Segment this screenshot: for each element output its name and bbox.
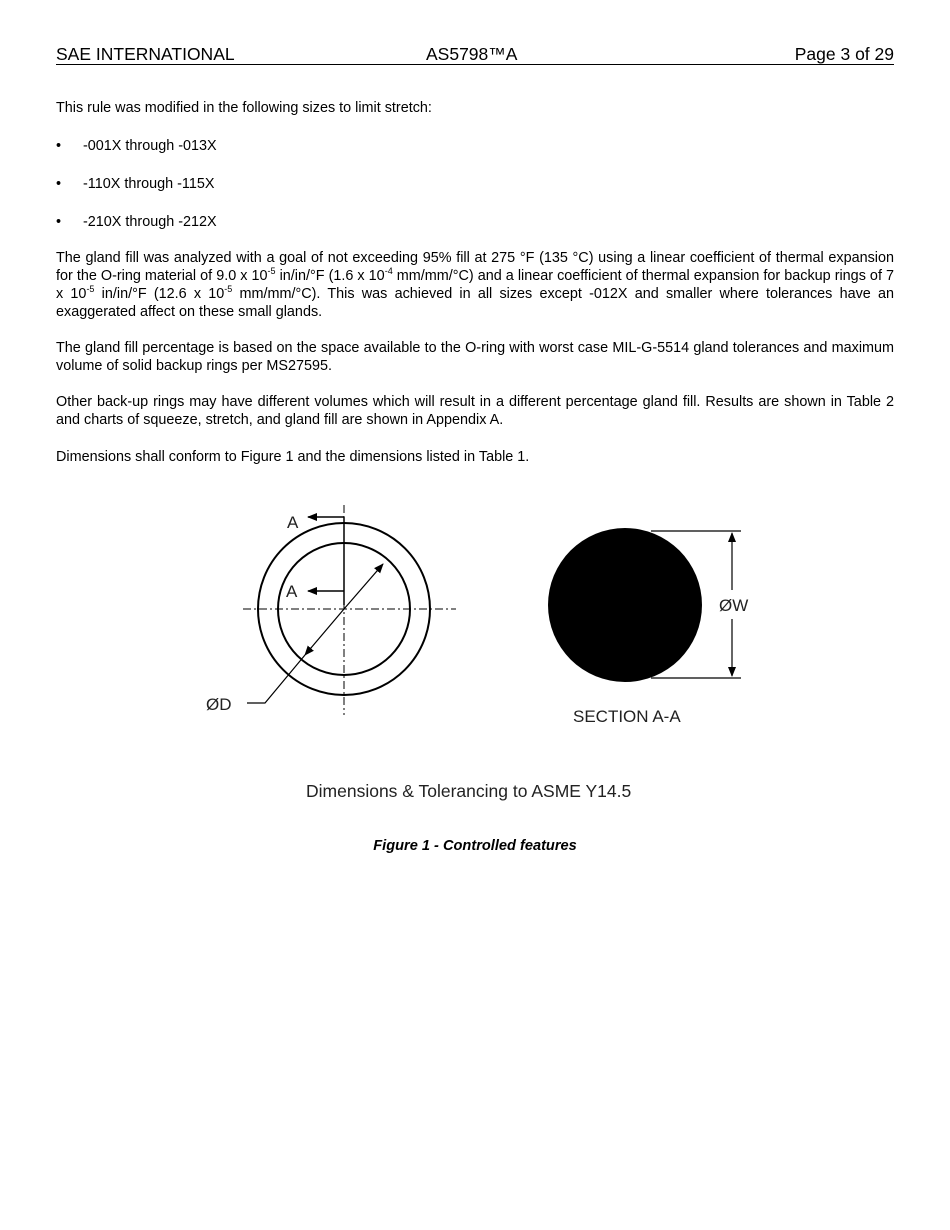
diameter-line-lower bbox=[305, 609, 344, 655]
standard-note: Dimensions & Tolerancing to ASME Y14.5 bbox=[306, 781, 632, 801]
superscript: -5 bbox=[224, 284, 233, 295]
bullet-icon: • bbox=[56, 138, 62, 154]
page-header bbox=[56, 44, 894, 65]
section-label-a-inner: A bbox=[286, 582, 298, 601]
superscript: -5 bbox=[267, 266, 276, 277]
para-text: mm/mm/°C). This was achieved in all sizes except -012X and smaller where tolerances have an exaggerated affect on these small glands. bbox=[56, 286, 895, 320]
gland-fill-paragraph bbox=[56, 249, 894, 321]
backup-rings-paragraph: Other back-up rings may have different volumes which will result in a different percentage gland fill. Results are shown in Table 2 and charts of squeeze, stretch, and gland fill are shown in Appendix A. bbox=[56, 394, 894, 428]
para-text: mm/mm/°C) and a linear coefficient of thermal expansion for backup rings of 7 x 10 bbox=[56, 268, 894, 302]
para-text: in/in/°F (1.6 x 10 bbox=[275, 268, 385, 284]
width-label: ØW bbox=[719, 596, 749, 615]
bullet-icon: • bbox=[56, 176, 62, 192]
figure-caption: Figure 1 - Controlled features bbox=[373, 838, 577, 854]
para-text: in/in/°F (12.6 x 10 bbox=[94, 286, 225, 302]
diameter-line-upper bbox=[344, 564, 383, 609]
oring-cross-section bbox=[548, 528, 748, 726]
superscript: -4 bbox=[384, 266, 393, 277]
dimensions-paragraph: Dimensions shall conform to Figure 1 and the dimensions listed in Table 1. bbox=[56, 449, 530, 465]
intro-text: This rule was modified in the following sizes to limit stretch: bbox=[56, 100, 432, 116]
list-item-text: -001X through -013X bbox=[83, 138, 217, 154]
cross-section-circle bbox=[548, 528, 702, 682]
oring-plan-view bbox=[206, 505, 456, 715]
header-page-number: Page 3 of 29 bbox=[794, 44, 894, 64]
list-item-text: -110X through -115X bbox=[83, 176, 215, 192]
list-item-text: -210X through -212X bbox=[83, 214, 217, 230]
diameter-label: ØD bbox=[206, 695, 232, 714]
controlled-features-figure bbox=[200, 495, 760, 815]
section-a-a-label: SECTION A-A bbox=[573, 707, 681, 726]
section-label-a-top: A bbox=[287, 513, 299, 532]
para-text: The gland fill was analyzed with a goal of not exceeding 95% fill at 275 °F (135 °C) using a linear coefficient of thermal expansion for the O-ring material of 9.0 x 10 bbox=[56, 250, 894, 284]
header-org: SAE INTERNATIONAL bbox=[56, 44, 235, 64]
superscript: -5 bbox=[86, 284, 95, 295]
bullet-icon: • bbox=[56, 214, 62, 230]
gland-fill-percentage-paragraph: The gland fill percentage is based on the space available to the O-ring with worst case MIL-G-5514 gland tolerances and maximum volume of solid backup rings per MS27595. bbox=[56, 340, 894, 374]
header-doc-id: AS5798™A bbox=[426, 44, 518, 64]
